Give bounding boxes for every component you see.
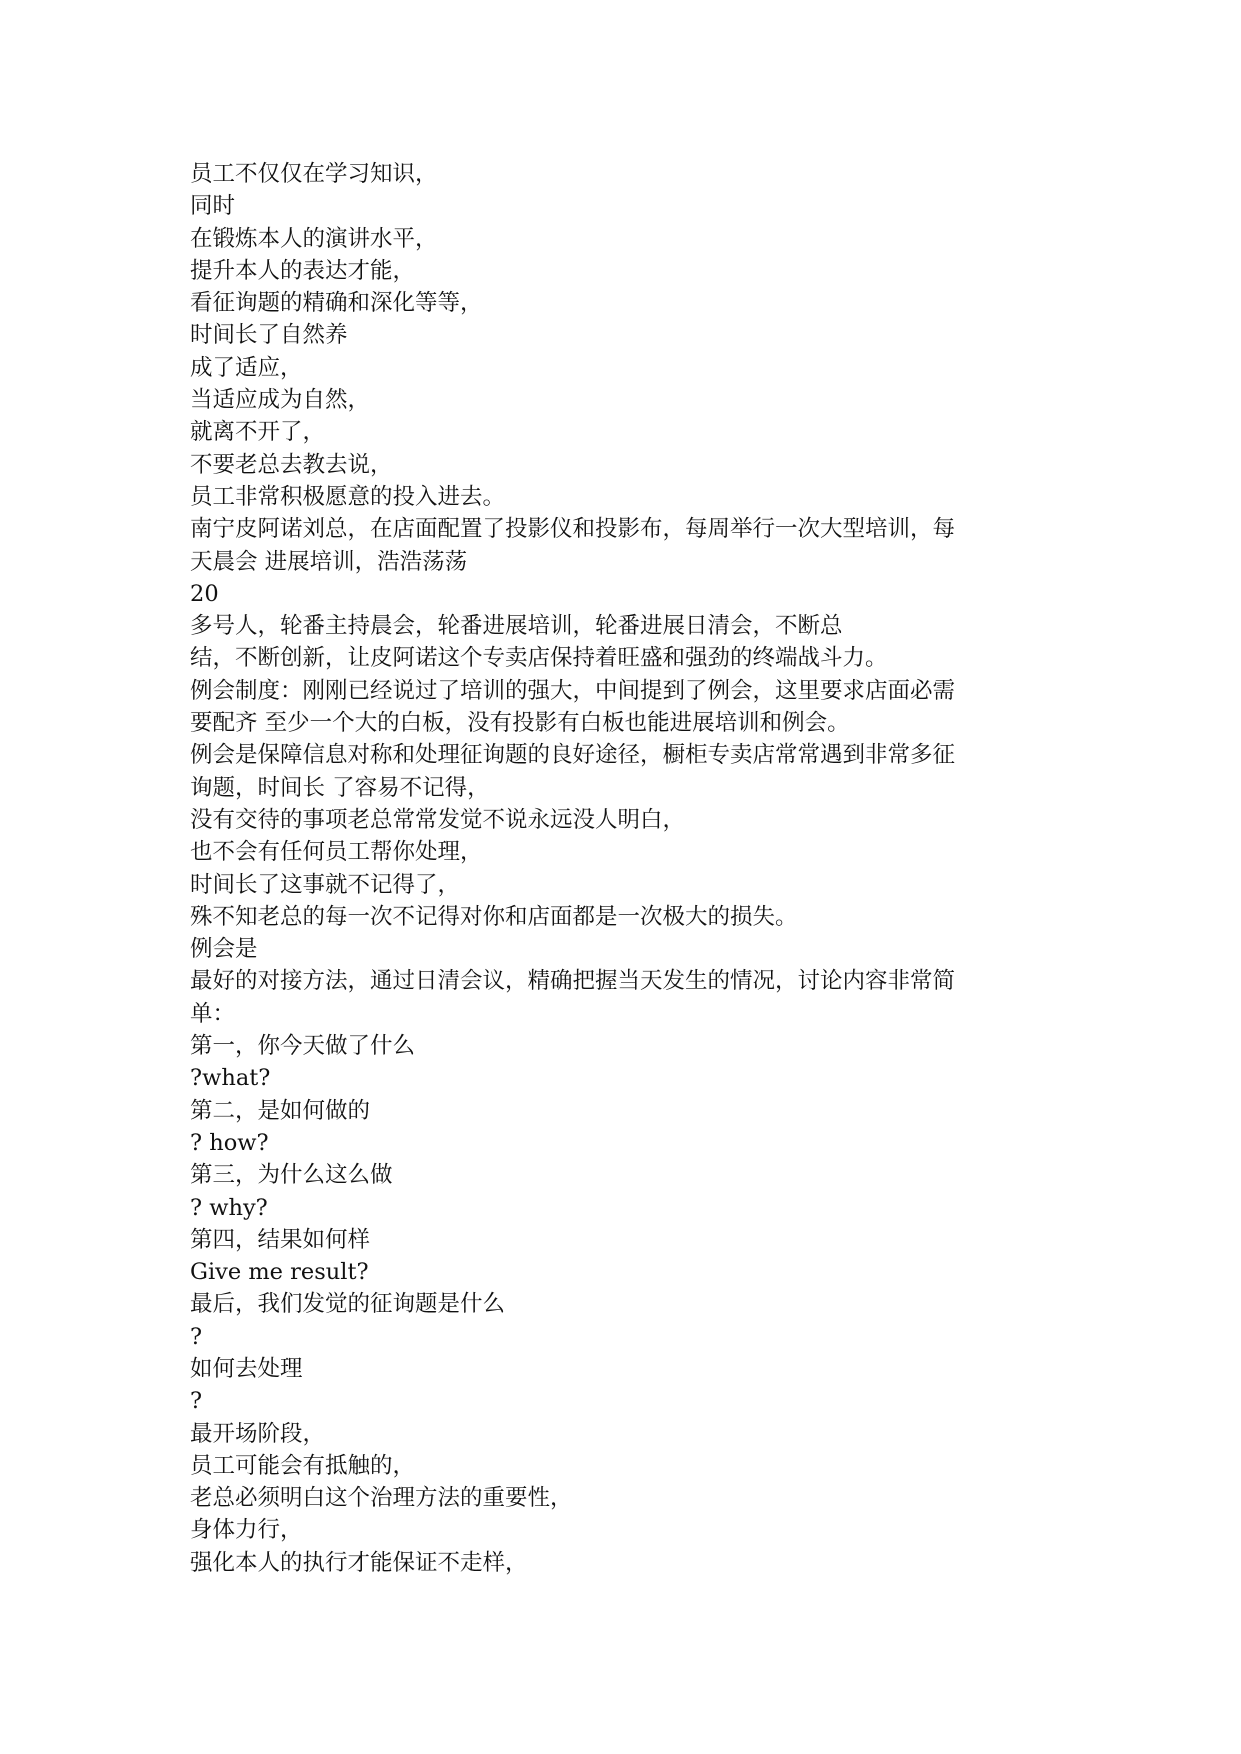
text-line: ? why? <box>190 1194 268 1221</box>
text-line: ? <box>190 1323 203 1350</box>
text-line: 最开场阶段， <box>190 1420 326 1447</box>
text-line: 时间长了自然养 <box>190 322 348 349</box>
text-line: 第二，是如何做的 <box>190 1097 371 1124</box>
text-line: 成了适应， <box>190 354 303 381</box>
text-line: 第三，为什么这么做 <box>190 1162 393 1189</box>
text-line: 例会制度：刚刚已经说过了培训的强大，中间提到了例会，这里要求店面必需 <box>190 677 956 704</box>
text-line: 例会是保障信息对称和处理征询题的良好途径，橱柜专卖店常常遇到非常多征 <box>190 742 956 769</box>
text-line: 第四，结果如何样 <box>190 1226 371 1253</box>
text-line: 同时 <box>190 193 236 220</box>
text-line: 也不会有任何员工帮你处理， <box>190 839 483 866</box>
text-line: 强化本人的执行才能保证不走样， <box>190 1549 528 1576</box>
text-line: 要配齐 至少一个大的白板，没有投影有白板也能进展培训和例会。 <box>190 710 850 737</box>
text-line: ? <box>190 1388 203 1415</box>
text-line: 结，不断创新，让皮阿诺这个专卖店保持着旺盛和强劲的终端战斗力。 <box>190 645 888 672</box>
text-line: ?what? <box>190 1065 271 1092</box>
text-line: 时间长了这事就不记得了， <box>190 871 461 898</box>
document-body <box>190 158 1050 1579</box>
text-line: 看征询题的精确和深化等等， <box>190 290 483 317</box>
text-line: 员工非常积极愿意的投入进去。 <box>190 483 506 510</box>
text-line: 如何去处理 <box>190 1355 303 1382</box>
text-line: 当适应成为自然， <box>190 387 371 414</box>
text-line: 员工不仅仅在学习知识， <box>190 161 438 187</box>
text-line: 南宁皮阿诺刘总，在店面配置了投影仪和投影布，每周举行一次大型培训，每 <box>190 516 956 543</box>
text-line: 例会是 <box>190 936 258 963</box>
text-line: Give me result? <box>190 1259 369 1286</box>
text-line: 第一，你今天做了什么 <box>190 1033 416 1060</box>
text-line: 多号人，轮番主持晨会，轮番进展培训，轮番进展日清会，不断总 <box>190 613 843 640</box>
text-line: 天晨会 进展培训，浩浩荡荡 <box>190 548 468 575</box>
text-line: 提升本人的表达才能， <box>190 257 416 284</box>
text-line: 就离不开了， <box>190 419 326 446</box>
text-line: 最好的对接方法，通过日清会议，精确把握当天发生的情况，讨论内容非常简 <box>190 968 956 995</box>
text-line: 身体力行， <box>190 1517 303 1544</box>
text-line: 员工可能会有抵触的， <box>190 1452 416 1479</box>
text-line: ? how? <box>190 1129 269 1156</box>
text-line: 在锻炼本人的演讲水平， <box>190 225 438 252</box>
text-line: 20 <box>190 580 219 607</box>
text-line: 不要老总去教去说， <box>190 451 393 478</box>
text-line: 单： <box>190 1000 236 1027</box>
text-line: 殊不知老总的每一次不记得对你和店面都是一次极大的损失。 <box>190 903 798 930</box>
text-line: 询题，时间长 了容易不记得， <box>190 774 490 801</box>
text-line: 最后，我们发觉的征询题是什么 <box>190 1291 506 1318</box>
text-line: 没有交待的事项老总常常发觉不说永远没人明白， <box>190 806 686 833</box>
text-line: 老总必须明白这个治理方法的重要性， <box>190 1485 573 1512</box>
